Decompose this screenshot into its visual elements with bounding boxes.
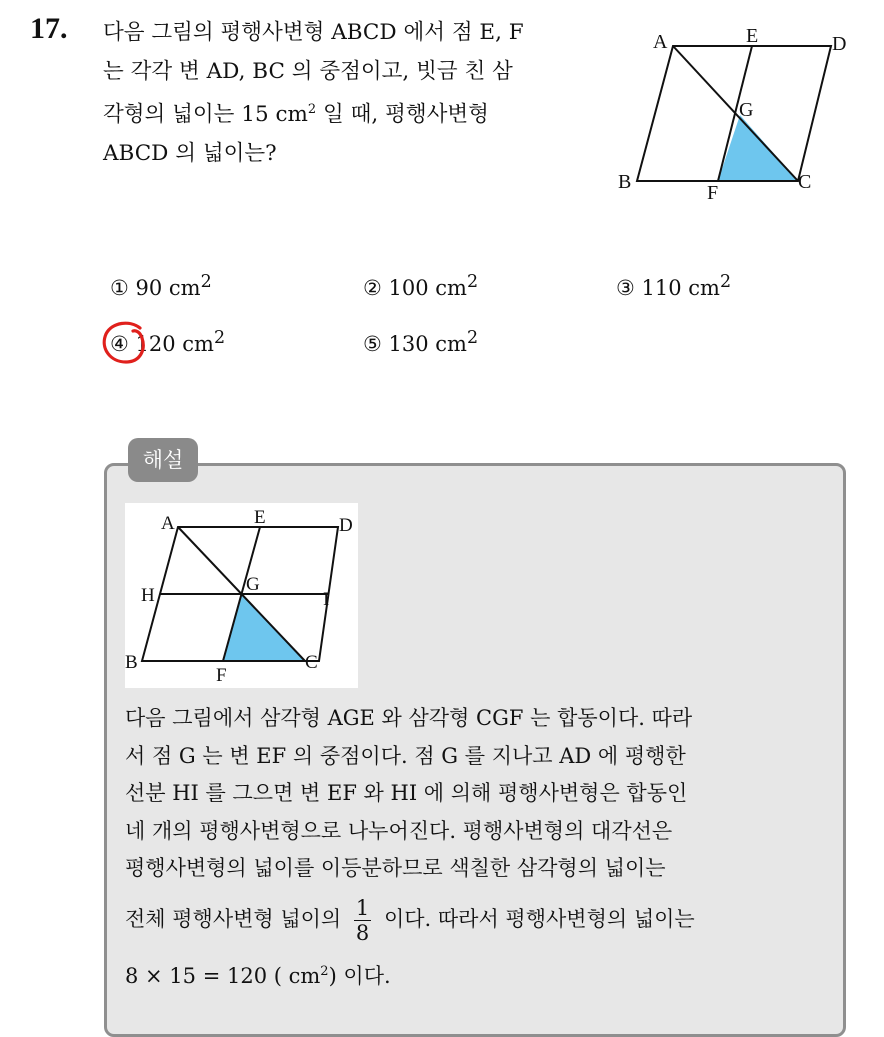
vertex-label-c: C [798, 171, 812, 193]
option-1[interactable] [110, 272, 212, 300]
option-value: 100 cm [388, 276, 467, 300]
question-number: 17. [30, 12, 68, 45]
option-5[interactable] [363, 328, 478, 356]
option-value: 90 cm [135, 276, 201, 300]
superscript: 2 [719, 272, 732, 292]
question-line: 일 때, 평행사변형 [316, 102, 489, 128]
explanation-line: 네 개의 평행사변형으로 나누어진다. 평행사변형의 대각선은 [125, 818, 673, 843]
vertex-label-e: E [746, 25, 759, 47]
explanation-text-part: 8 × 15 = 120 ( cm [125, 963, 321, 988]
option-number: ③ [616, 276, 635, 300]
question-line: 다음 그림의 평행사변형 ABCD 에서 점 E, F [103, 20, 524, 45]
vertex-label-c: C [305, 652, 318, 673]
explanation-line: 다음 그림에서 삼각형 AGE 와 삼각형 CGF 는 합동이다. 따라 [125, 706, 693, 730]
explanation-text-part: ) 이다. [328, 963, 391, 988]
answer-circle-mark [100, 318, 150, 368]
question-line: 각형의 넓이는 15 cm [103, 102, 308, 128]
explanation-line: 서 점 G 는 변 EF 의 중점이다. 점 G 를 지나고 AD 에 평행한 [125, 743, 686, 768]
fraction [354, 896, 371, 945]
vertex-label-a: A [161, 513, 175, 534]
option-3[interactable] [616, 272, 731, 300]
option-number: ④ [110, 332, 129, 356]
superscript: 2 [466, 328, 479, 348]
vertex-label-b: B [125, 652, 138, 673]
vertex-label-d: D [832, 33, 847, 55]
explanation-line [125, 896, 827, 945]
superscript: 2 [200, 272, 212, 292]
explanation-text-part: 전체 평행사변형 넓이의 [125, 906, 342, 931]
option-value: 130 cm [388, 332, 467, 356]
option-number: ① [110, 276, 129, 300]
superscript: 2 [307, 102, 317, 117]
option-number: ⑤ [363, 332, 382, 356]
vertex-label-b: B [618, 171, 632, 193]
explanation-tag: 해설 [128, 438, 198, 482]
superscript: 2 [320, 963, 329, 979]
explanation-line [125, 953, 827, 996]
superscript: 2 [213, 328, 226, 348]
option-value: 110 cm [641, 276, 720, 300]
explanation-line: 평행사변형의 넓이를 이등분하므로 색칠한 삼각형의 넓이는 [125, 856, 666, 880]
vertex-label-a: A [653, 31, 668, 53]
vertex-label-g: G [739, 99, 754, 121]
shaded-triangle [718, 115, 798, 181]
superscript: 2 [466, 272, 479, 292]
vertex-label-h: H [141, 585, 155, 606]
explanation-line: 선분 HI 를 그으면 변 EF 와 HI 에 의해 평행사변형은 합동인 [125, 781, 688, 805]
vertex-label-i: I [323, 589, 330, 610]
explanation-text [125, 700, 827, 995]
fraction-denominator: 8 [355, 920, 370, 945]
vertex-label-f: F [707, 182, 719, 204]
vertex-label-g: G [246, 574, 260, 595]
option-number: ② [363, 276, 382, 300]
vertex-label-e: E [254, 507, 266, 528]
vertex-label-d: D [339, 515, 353, 536]
explanation-figure [125, 503, 358, 688]
vertex-label-f: F [216, 665, 227, 686]
fraction-numerator: 1 [355, 895, 370, 920]
parallelogram-figure [615, 20, 855, 205]
option-2[interactable] [363, 272, 478, 300]
question-line: 는 각각 변 AD, BC 의 중점이고, 빗금 친 삼 [103, 58, 513, 84]
question-text [103, 14, 593, 173]
question-line: ABCD 의 넓이는? [103, 140, 277, 166]
option-value: 120 cm [135, 332, 214, 356]
explanation-text-part: 이다. 따라서 평행사변형의 넓이는 [383, 906, 695, 931]
